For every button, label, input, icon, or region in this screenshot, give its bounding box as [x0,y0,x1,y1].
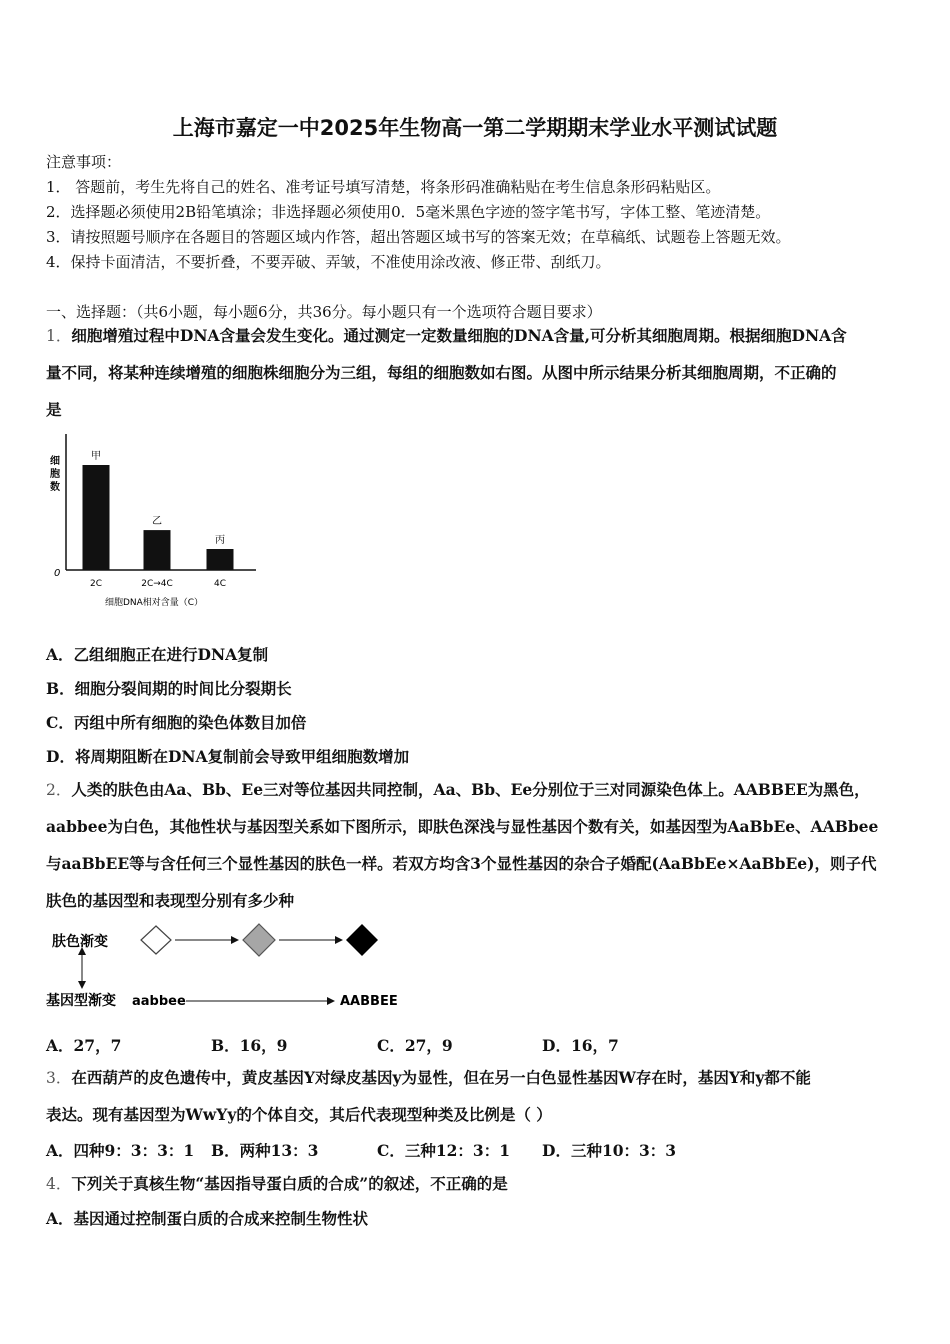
q1-line3: 是 [46,400,62,419]
q2-skin-color-diagram [44,920,424,1015]
q1-option-b[interactable]: B．细胞分裂间期的时间比分裂期长 [46,679,292,698]
q2-line3: 与aaBbEE等与含任何三个显性基因的肤色一样。若双方均含3个显性基因的杂合子婚配(AaBbEe×AaBbEe)，则子代 [46,854,877,873]
q4-line1 [46,1173,508,1195]
bar-1 [83,465,110,570]
gray-diamond [243,924,275,956]
q4-number: 4． [46,1175,72,1193]
q1-text-1: 细胞增殖过程中DNA含量会发生变化。通过测定一定数量细胞的DNA含量,可分析其细胞周期。根据细胞DNA含 [71,326,847,345]
ylabel-char-2: 胞 [50,469,60,480]
q2-option-d[interactable]: D．16，7 [542,1036,619,1055]
q2-option-c[interactable]: C．27，9 [377,1036,453,1055]
q1-bar-chart [44,428,264,613]
q2-line4: 肤色的基因型和表现型分别有多少种 [46,891,295,910]
q2-text-1: 人类的肤色由Aa、Bb、Ee三对等位基因共同控制，Aa、Bb、Ee分别位于三对同源染色体上。AABBEE为黑色， [71,780,870,799]
notice-item-3: 3．请按照题号顺序在各题目的答题区域内作答，超出答题区域书写的答案无效；在草稿纸、试题卷上答题无效。 [46,228,791,246]
q1-option-c[interactable]: C．丙组中所有细胞的染色体数目加倍 [46,713,307,732]
section-heading: 一、选择题：（共6小题，每小题6分，共36分。每小题只有一个选项符合题目要求） [46,303,602,321]
q1-line1 [46,325,847,347]
q3-option-d[interactable]: D．三种10：3：3 [542,1141,677,1160]
q3-option-a[interactable]: A．四种9：3：3：1 [46,1141,195,1160]
color-gradient-label: 肤色渐变 [52,934,108,950]
notice-item-4: 4．保持卡面清洁，不要折叠，不要弄破、弄皱，不准使用涂改液、修正带、刮纸刀。 [46,253,611,271]
q3-line2: 表达。现有基因型为WwYy的个体自交，其后代表现型种类及比例是（ ） [46,1105,552,1124]
q2-option-a[interactable]: A．27，7 [46,1036,122,1055]
page-title: 上海市嘉定一中2025年生物高一第二学期期末学业水平测试试题 [172,116,778,140]
q3-number: 3． [46,1069,72,1087]
notice-heading: 注意事项： [46,153,122,171]
q1-line2: 量不同，将某种连续增殖的细胞株细胞分为三组，每组的细胞数如右图。从图中所示结果分析其细胞周期，不正确的 [46,363,837,382]
q2-option-b[interactable]: B．16，9 [211,1036,288,1055]
q4-option-a[interactable]: A．基因通过控制蛋白质的合成来控制生物性状 [46,1209,369,1228]
bar-label-1: 甲 [91,451,101,462]
bar-label-2: 乙 [152,516,162,528]
black-diamond [346,924,378,956]
notice-item-1: 1． 答题前，考生先将自己的姓名、准考证号填写清楚，将条形码准确粘贴在考生信息条形码粘贴区。 [46,178,721,196]
bar-3 [207,549,234,570]
bar-2 [144,530,171,570]
q3-option-b[interactable]: B．两种13：3 [211,1141,319,1160]
x-tick-2: 2C→4C [141,579,173,589]
q1-option-a[interactable]: A．乙组细胞正在进行DNA复制 [46,645,269,664]
xlabel: 细胞DNA相对含量（C） [104,598,204,608]
ylabel-char-3: 数 [50,482,60,493]
q2-line1 [46,779,870,801]
origin-label: 0 [54,568,61,579]
q2-line2: aabbee为白色，其他性状与基因型关系如下图所示，即肤色深浅与显性基因个数有关，如基因型为AaBbEe、AABbee [46,817,879,836]
q1-number: 1． [46,327,72,345]
q1-option-d[interactable]: D．将周期阻断在DNA复制前会导致甲组细胞数增加 [46,747,410,766]
bar-label-3: 丙 [215,535,225,546]
notice-item-2: 2．选择题必须使用2B铅笔填涂；非选择题必须使用0．5毫米黑色字迹的签字笔书写，字体工整、笔迹清楚。 [46,203,771,221]
genotype-gradient-label: 基因型渐变 [46,993,116,1009]
q3-text-1: 在西葫芦的皮色遗传中，黄皮基因Y对绿皮基因y为显性，但在另一白色显性基因W存在时，基因Y和y都不能 [71,1068,811,1087]
x-tick-3: 4C [213,579,227,589]
q4-text-1: 下列关于真核生物“基因指导蛋白质的合成”的叙述，不正确的是 [71,1174,508,1193]
genotype-end: AABBEE [340,994,398,1009]
q3-line1 [46,1067,811,1089]
x-tick-1: 2C [89,579,103,589]
genotype-start: aabbee [132,994,186,1009]
white-diamond [141,926,171,954]
q2-number: 2． [46,781,72,799]
q3-option-c[interactable]: C．三种12：3：1 [377,1141,510,1160]
ylabel-char-1: 细 [50,456,60,467]
